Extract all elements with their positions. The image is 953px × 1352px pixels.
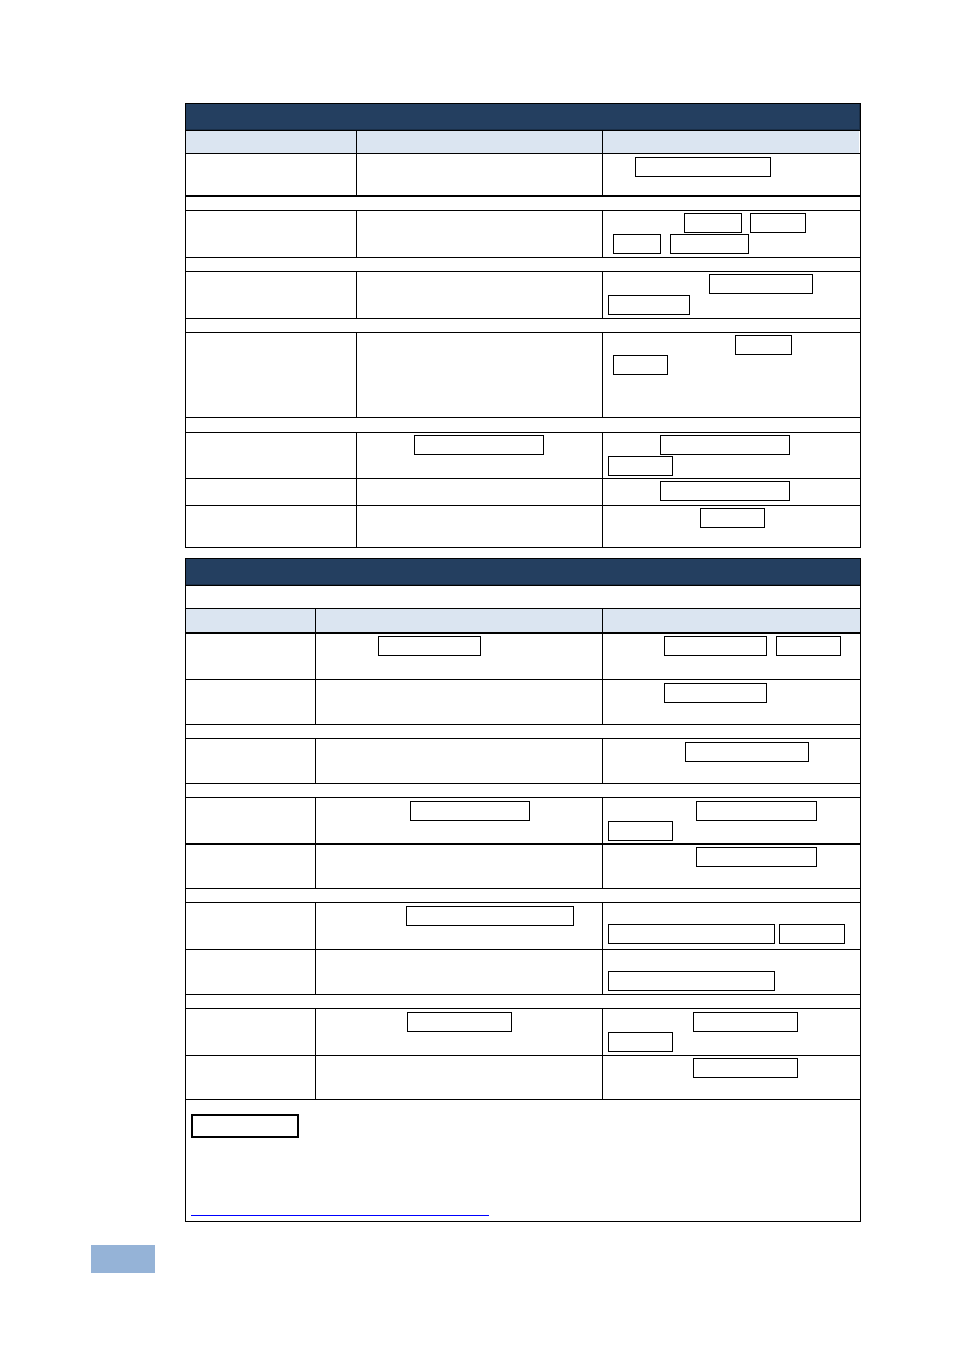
table-2-col-divider xyxy=(602,738,603,784)
table-2-rule xyxy=(185,679,861,680)
table-2-rule xyxy=(185,949,861,950)
table-2-term-box xyxy=(608,821,673,841)
table-2-term-box xyxy=(410,801,530,821)
table-1-term-box xyxy=(684,213,742,233)
table-2-term-box xyxy=(608,924,775,944)
table-1-col-divider xyxy=(356,271,357,319)
table-2-col-divider xyxy=(315,1008,316,1100)
table-2-rule xyxy=(185,585,861,586)
table-1-col-divider xyxy=(356,432,357,548)
table-1-rule xyxy=(185,153,861,154)
table-1-term-box xyxy=(660,481,790,501)
table-2-col-divider xyxy=(602,608,603,725)
table-1-rule xyxy=(185,432,861,433)
table-2-col-divider xyxy=(315,797,316,889)
table-2-term-box xyxy=(608,1032,673,1052)
table-1-term-box xyxy=(635,157,771,177)
table-2-rule xyxy=(185,632,861,634)
table-2-term-box xyxy=(378,636,481,656)
table-2-rule xyxy=(185,797,861,798)
table-2-rule xyxy=(185,1008,861,1009)
footer-link-underline[interactable] xyxy=(191,1215,489,1216)
table-2-col-divider xyxy=(315,902,316,995)
table-2-term-box xyxy=(696,847,817,867)
table-2-term-box xyxy=(693,1012,798,1032)
table-2-rule xyxy=(185,1099,861,1100)
table-2-rule xyxy=(185,738,861,739)
table-1-term-box xyxy=(613,234,661,254)
table-1-rule xyxy=(185,271,861,272)
table-2-rule xyxy=(185,902,861,903)
table-1-col-divider xyxy=(602,332,603,418)
table-1-col-divider xyxy=(602,210,603,258)
table-1-term-box xyxy=(608,456,673,476)
table-1-rule xyxy=(185,318,861,319)
table-2-rule xyxy=(185,783,861,784)
table-2-term-box xyxy=(608,971,775,991)
table-2-term-box xyxy=(406,906,574,926)
table-2-rule xyxy=(185,724,861,725)
table-2-col-divider xyxy=(315,608,316,725)
page-number-badge xyxy=(91,1245,155,1273)
table-2-term-box xyxy=(693,1058,798,1078)
table-1-col-divider xyxy=(356,332,357,418)
table-2-col-divider xyxy=(315,738,316,784)
table-1-term-box xyxy=(709,274,813,294)
table-2-rule xyxy=(185,608,861,609)
table-1-term-box xyxy=(670,234,749,254)
table-1-term-box xyxy=(414,435,544,455)
table-1-rule xyxy=(185,195,861,197)
table-1-term-box xyxy=(613,355,668,375)
table-1-term-box xyxy=(735,335,792,355)
table-1-term-box xyxy=(608,295,690,315)
table-1-col-divider xyxy=(602,271,603,319)
table-2-term-box xyxy=(407,1012,512,1032)
table-1-rule xyxy=(185,505,861,506)
table-1-col-divider xyxy=(602,432,603,548)
table-1-rule xyxy=(185,417,861,418)
table-1-rule xyxy=(185,130,861,131)
table-1-rule xyxy=(185,210,861,211)
table-2-rule xyxy=(185,843,861,845)
table-1-col-divider xyxy=(356,130,357,196)
table-1-term-box xyxy=(750,213,806,233)
table-1-col-divider xyxy=(602,130,603,196)
table-2-col-divider xyxy=(602,1008,603,1100)
table-1-term-box xyxy=(700,508,765,528)
table-2-rule xyxy=(185,888,861,889)
table-1-col-divider xyxy=(356,210,357,258)
table-2-term-box xyxy=(685,742,809,762)
note-label-box xyxy=(191,1114,299,1138)
table-2-term-box xyxy=(664,636,767,656)
table-2-term-box xyxy=(664,683,767,703)
table-2-rule xyxy=(185,994,861,995)
table-1-rule xyxy=(185,257,861,258)
table-1-rule xyxy=(185,478,861,479)
table-2-rule xyxy=(185,1055,861,1056)
table-2-col-divider xyxy=(602,902,603,995)
table-2-col-divider xyxy=(602,797,603,889)
table-2-term-box xyxy=(696,801,817,821)
table-2-term-box xyxy=(776,636,841,656)
table-1-term-box xyxy=(660,435,790,455)
table-2-term-box xyxy=(779,924,845,944)
table-1-rule xyxy=(185,332,861,333)
